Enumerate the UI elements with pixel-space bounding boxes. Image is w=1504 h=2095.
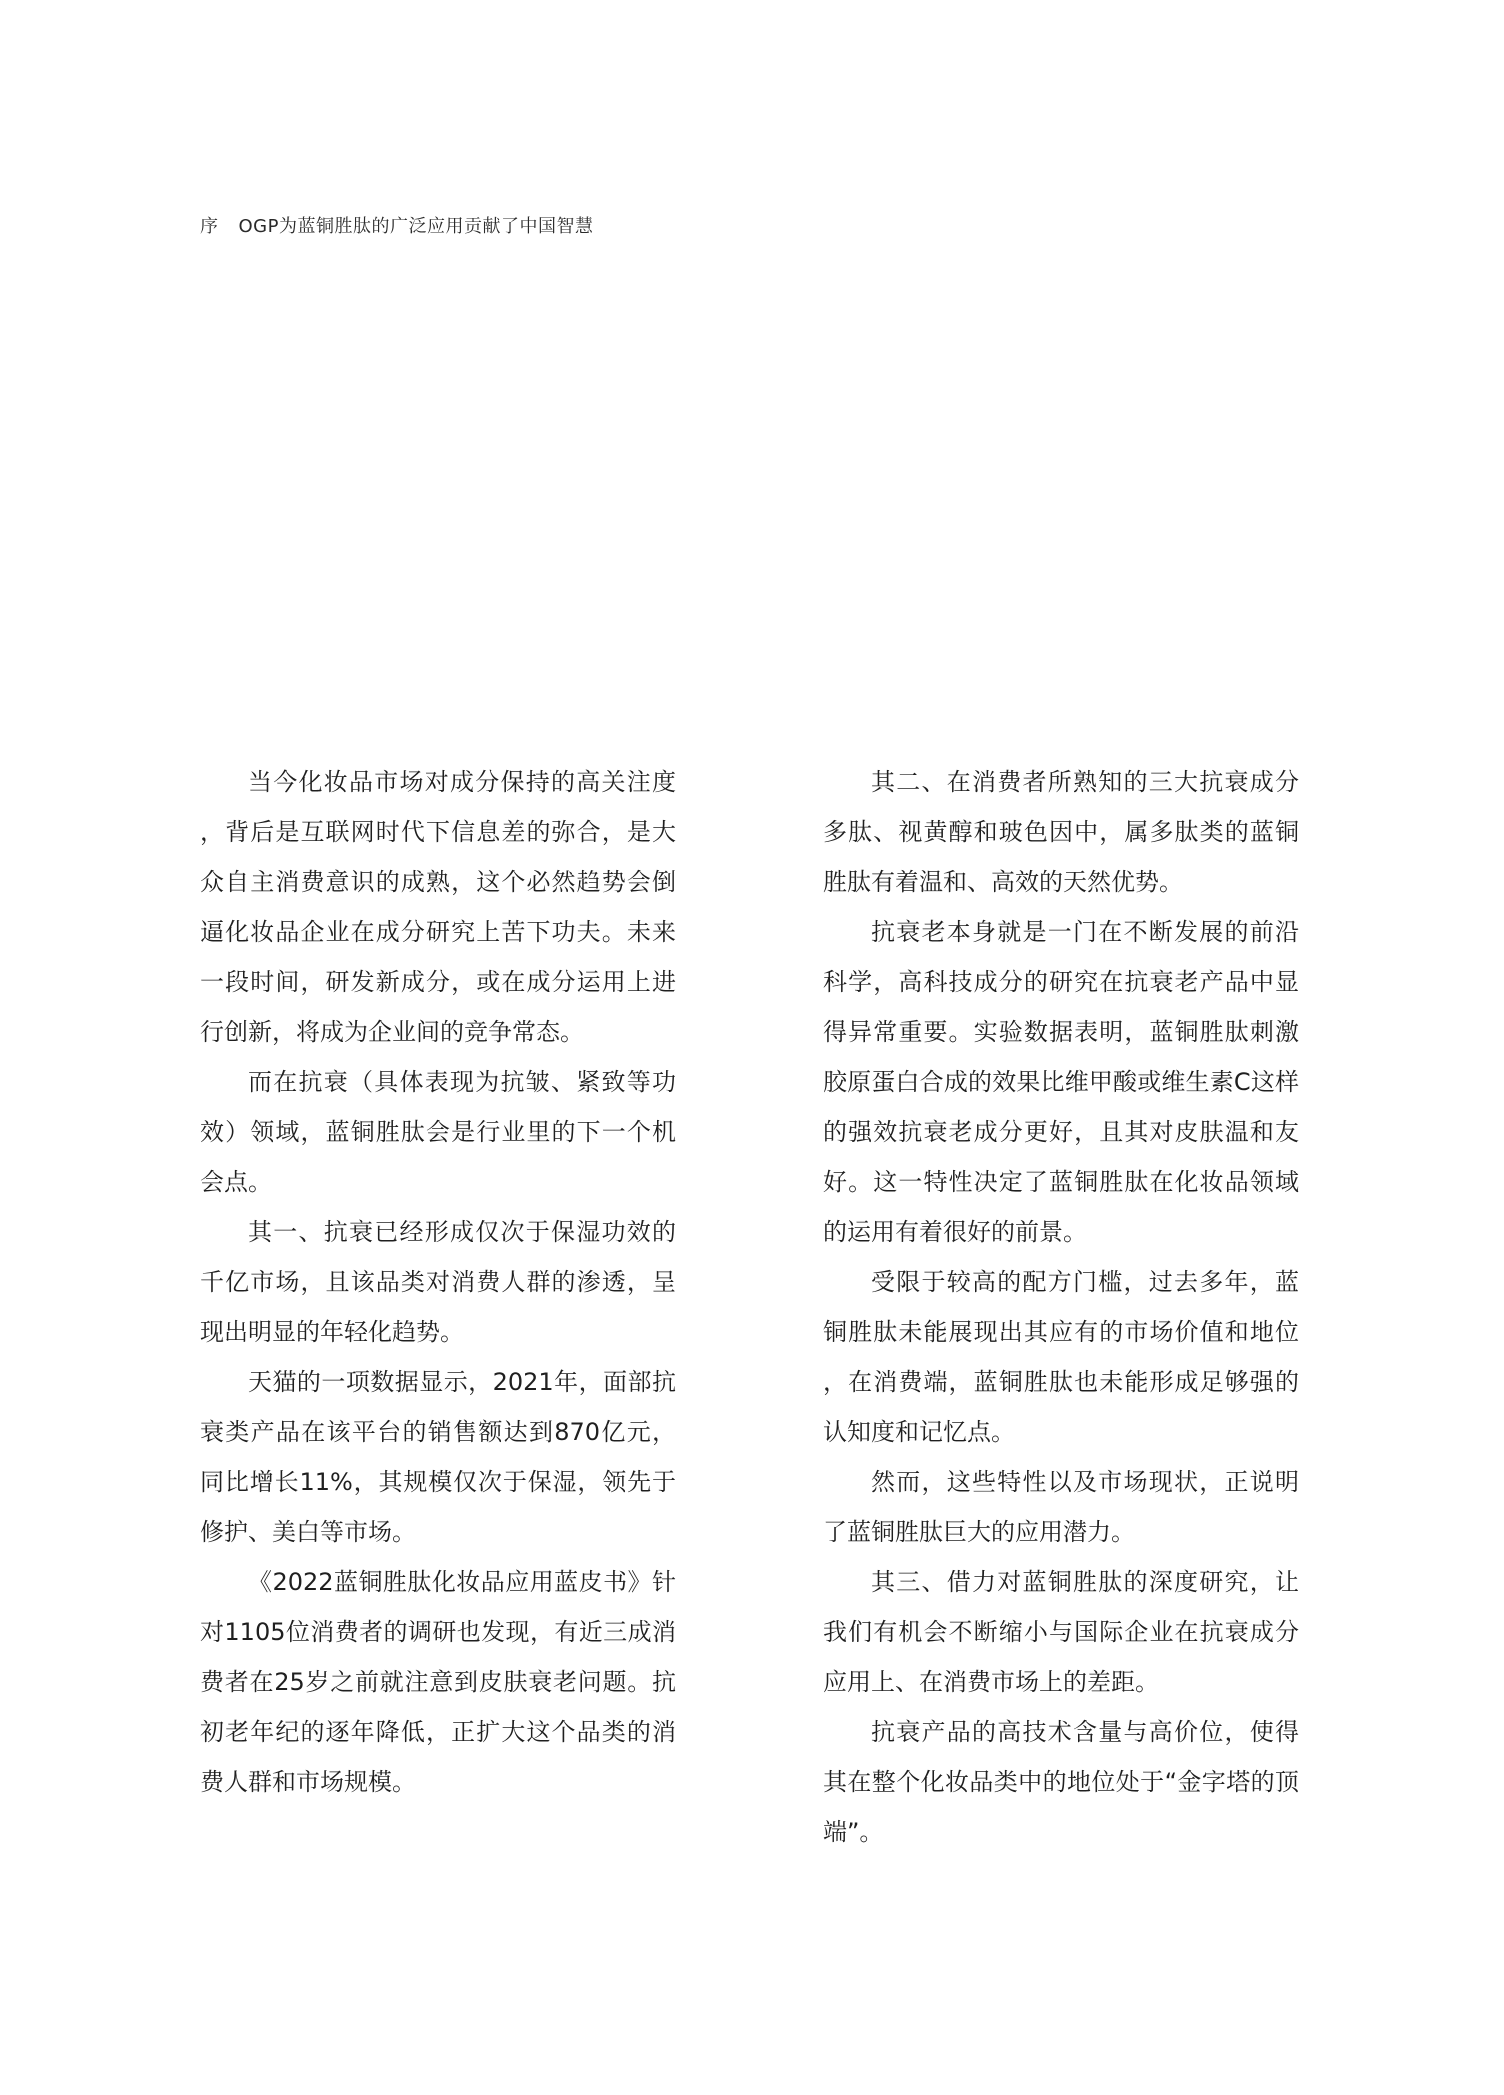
- paragraph: 抗衰老本身就是一门在不断发展的前沿科学，高科技成分的研究在抗衰老产品中显得异常重要。实验数据表明，蓝铜胜肽刺激胶原蛋白合成的效果比维甲酸或维生素C这样的强效抗衰老成分更好，且其对皮肤温和友好。这一特性决定了蓝铜胜肽在化妆品领域的运用有着很好的前景。: [823, 918, 1299, 1246]
- paragraph: 天猫的一项数据显示，2021年，面部抗衰类产品在该平台的销售额达到870亿元，同比增长11%，其规模仅次于保湿，领先于修护、美白等市场。: [200, 1368, 676, 1546]
- paragraph: 当今化妆品市场对成分保持的高关注度，背后是互联网时代下信息差的弥合，是大众自主消费意识的成熟，这个必然趋势会倒逼化妆品企业在成分研究上苦下功夫。未来一段时间，研发新成分，或在成分运用上进行创新，将成为企业间的竞争常态。: [200, 768, 676, 1046]
- paragraph: 受限于较高的配方门槛，过去多年，蓝铜胜肽未能展现出其应有的市场价值和地位，在消费端，蓝铜胜肽也未能形成足够强的认知度和记忆点。: [823, 1268, 1299, 1446]
- section-label: 序: [200, 216, 219, 237]
- paragraph: 其二、在消费者所熟知的三大抗衰成分多肽、视黄醇和玻色因中，属多肽类的蓝铜胜肽有着温和、高效的天然优势。: [823, 768, 1299, 896]
- right-column: [823, 757, 1299, 1857]
- paragraph: 其一、抗衰已经形成仅次于保湿功效的千亿市场，且该品类对消费人群的渗透，呈现出明显的年轻化趋势。: [200, 1218, 676, 1346]
- left-column: [200, 757, 676, 1807]
- chapter-title: OGP为蓝铜胜肽的广泛应用贡献了中国智慧: [238, 216, 594, 237]
- paragraph: 其三、借力对蓝铜胜肽的深度研究，让我们有机会不断缩小与国际企业在抗衰成分应用上、在消费市场上的差距。: [823, 1568, 1299, 1696]
- running-header: [200, 212, 593, 238]
- paragraph: 然而，这些特性以及市场现状，正说明了蓝铜胜肽巨大的应用潜力。: [823, 1468, 1299, 1546]
- paragraph: 《2022蓝铜胜肽化妆品应用蓝皮书》针对1105位消费者的调研也发现，有近三成消费者在25岁之前就注意到皮肤衰老问题。抗初老年纪的逐年降低，正扩大这个品类的消费人群和市场规模。: [200, 1568, 676, 1796]
- paragraph: 抗衰产品的高技术含量与高价位，使得其在整个化妆品类中的地位处于“金字塔的顶端”。: [823, 1718, 1299, 1846]
- paragraph: 而在抗衰（具体表现为抗皱、紧致等功效）领域，蓝铜胜肽会是行业里的下一个机会点。: [200, 1068, 676, 1196]
